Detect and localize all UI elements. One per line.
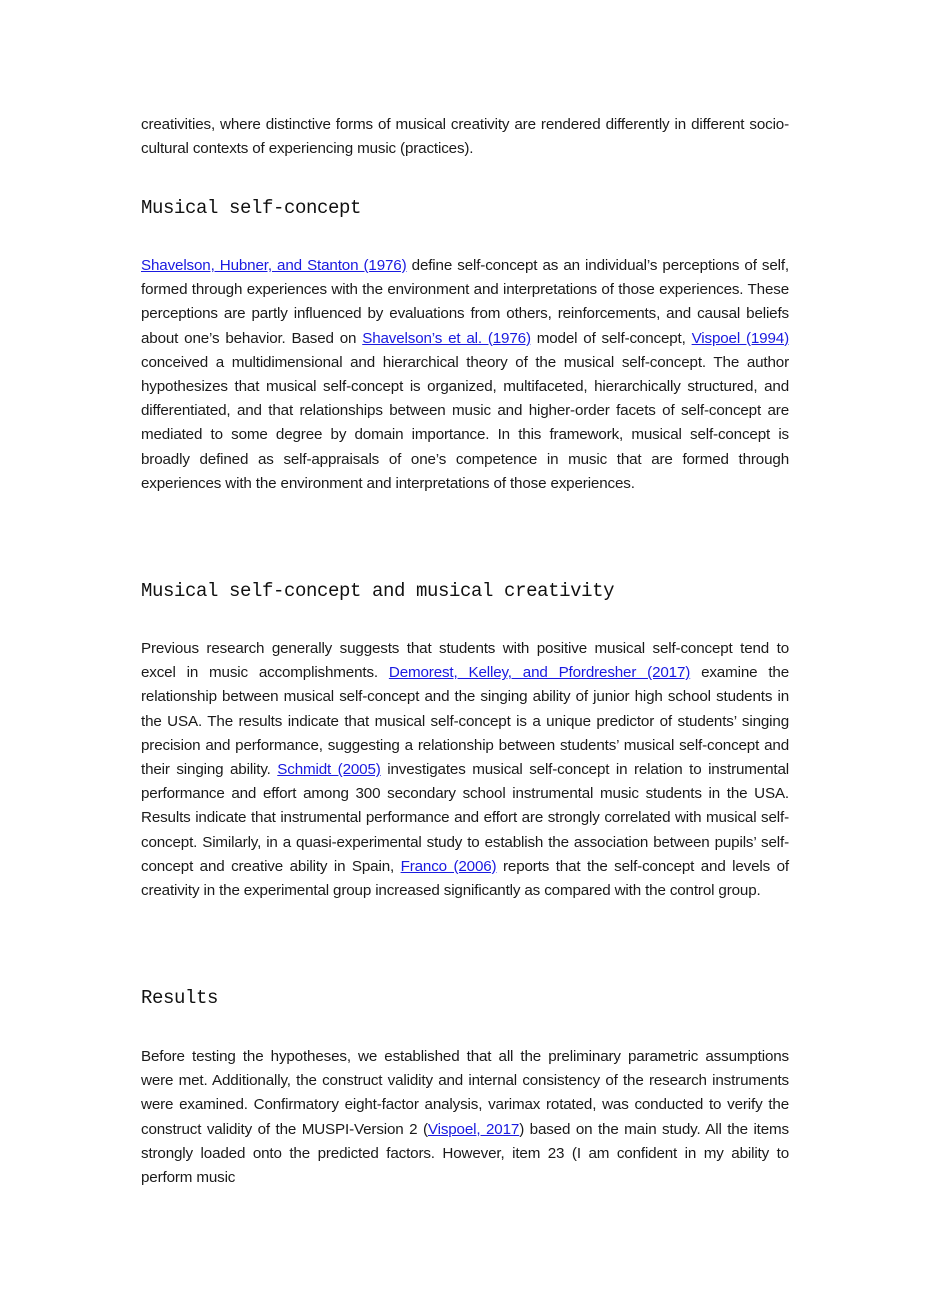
- section-heading-results: Results: [141, 987, 219, 1009]
- text-run: define self-concept as an individual’s perceptions of self, formed through experiences with the environment and interpretations of those experiences. These perceptions are partly influenced by evaluations from others, reinforcements, and causal beliefs about one’s behavior. Based on: [141, 257, 790, 347]
- citation-link-shavelson-1976[interactable]: Shavelson, Hubner, and Stanton (1976): [141, 257, 407, 274]
- text-run: examine the relationship between musical self-concept and the singing ability of junior high school students in the USA. The results indicate that musical self-concept is a unique predictor of students’ singing precision and performance, suggesting a relationship between students’ musical self-concept and their singing ability.: [141, 664, 789, 779]
- text-run: model of self-concept,: [530, 329, 692, 347]
- section-heading-musical-self-concept: Musical self-concept: [141, 197, 362, 219]
- citation-link-demorest-2017[interactable]: Demorest, Kelley, and Pfordresher (2017): [388, 664, 691, 682]
- citation-link-shavelson-et-al-1976[interactable]: Shavelson’s et al. (1976): [362, 329, 531, 347]
- citation-link-schmidt-2005[interactable]: Schmidt (2005): [277, 761, 381, 779]
- text-run: reports that the self-concept and levels of creativity in the experimental group increased significantly as compared with the control group.: [141, 857, 789, 900]
- paragraph-results: [141, 1045, 789, 1190]
- citation-link-vispoel-1994[interactable]: Vispoel (1994): [691, 329, 789, 347]
- citation-link-franco-2006[interactable]: Franco (2006): [400, 857, 497, 875]
- paragraph-self-concept: [141, 254, 789, 496]
- text-run: investigates musical self-concept in relation to instrumental performance and effort among 300 secondary school instrumental music students in the USA. Results indicate that instrumental performance and effort are strongly correlated with musical self-concept. Similarly, in a quasi-experimental study to establish the association between pupils’ self-concept and creative ability in Spain,: [141, 761, 789, 875]
- section-heading-self-concept-and-creativity: Musical self-concept and musical creativity: [141, 580, 615, 602]
- paragraph-self-concept-creativity: [141, 637, 789, 903]
- text-run: conceived a multidimensional and hierarchical theory of the musical self-concept. The author hypothesizes that musical self-concept is organized, multifaceted, hierarchically structured, and differentiated, and that relationships between music and higher-order facets of self-concept are mediated to some degree by domain importance. In this framework, musical self-concept is broadly defined as self-appraisals of one’s competence in music that are formed through experiences with the environment and interpretations of those experiences.: [141, 353, 789, 492]
- text-run: ) based on the main study. All the items strongly loaded onto the predicted factors. However, item 23 (I am confident in my ability to perform music: [141, 1120, 789, 1187]
- text-run: Before testing the hypotheses, we established that all the preliminary parametric assumptions were met. Additionally, the construct validity and internal consistency of the research instruments were examined. Confirmatory eight-factor analysis, varimax rotated, was conducted to verify the construct validity of the MUSPI-Version 2 (: [141, 1048, 789, 1138]
- paragraph-intro-tail: [141, 113, 789, 161]
- text-run: creativities, where distinctive forms of musical creativity are rendered differently in different socio-cultural contexts of experiencing music (practices).: [141, 116, 789, 158]
- text-run: Previous research generally suggests that students with positive musical self-concept tend to excel in music accomplishments.: [141, 640, 789, 682]
- citation-link-vispoel-2017[interactable]: Vispoel, 2017: [427, 1120, 520, 1138]
